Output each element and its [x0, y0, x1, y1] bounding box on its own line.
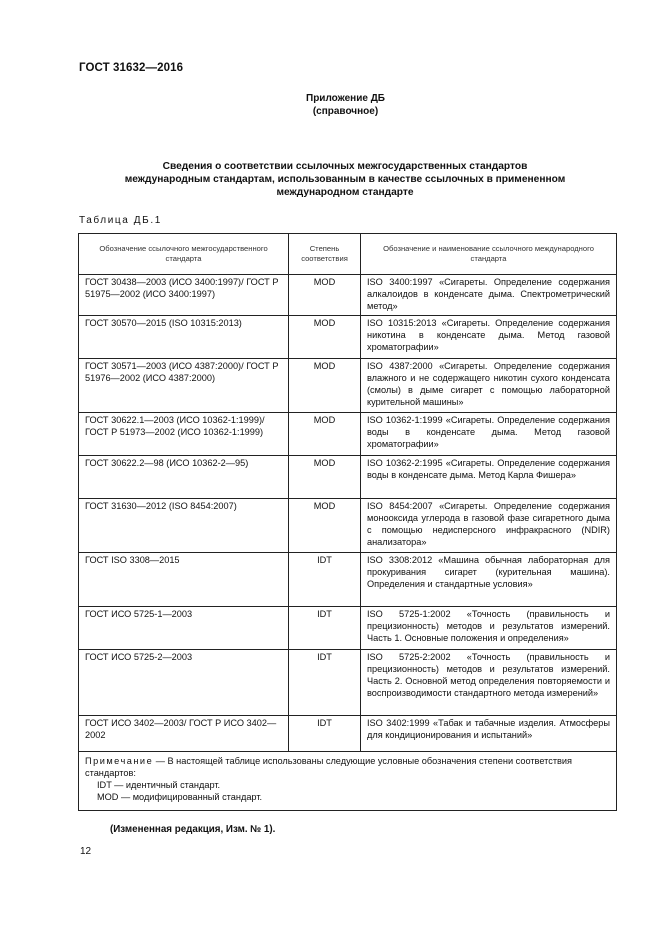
column-header-ref: Обозначение ссылочного межгосударственного стандарта [79, 234, 289, 275]
table-row [79, 359, 617, 413]
title-line: международным стандартам, использованным в качестве ссылочных в примененном [124, 174, 566, 185]
intl-cell: ISO 3400:1997 «Сигареты. Определение содержания алкалоидов в конденсате дыма. Спектрометрический метод» [361, 275, 617, 316]
ref-cell: ГОСТ 30571—2003 (ИСО 4387:2000)/ ГОСТ Р 51976—2002 (ИСО 4387:2000) [79, 359, 289, 413]
table-row [79, 316, 617, 359]
intl-cell: ISO 10315:2013 «Сигареты. Определение содержания никотина в конденсате дыма. Метод газовой хроматографии» [361, 316, 617, 359]
degree-cell: IDT [289, 553, 361, 607]
note-label: Примечание [85, 756, 154, 767]
table-row [79, 499, 617, 553]
degree-cell: MOD [289, 316, 361, 359]
table-row [79, 607, 617, 650]
ref-cell: ГОСТ ISO 3308—2015 [79, 553, 289, 607]
table-row [79, 456, 617, 499]
intl-cell: ISO 8454:2007 «Сигареты. Определение содержания монооксида углерода в газовой фазе сигаретного дыма с помощью недисперсного инфракрасного (NDIR) анализатора» [361, 499, 617, 553]
intl-cell: ISO 5725-1:2002 «Точность (правильность и прецизионность) методов и результатов измерений. Часть 1. Основные положения и определения» [361, 607, 617, 650]
intl-cell: ISO 10362-1:1999 «Сигареты. Определение содержания воды в конденсате дыма. Метод газовой хроматографии» [361, 413, 617, 456]
degree-cell: MOD [289, 413, 361, 456]
title-line: Сведения о соответствии ссылочных межгосударственных стандартов [162, 161, 528, 172]
section-title [110, 160, 580, 199]
page-number: 12 [80, 846, 92, 857]
degree-cell: MOD [289, 275, 361, 316]
table-header-row [79, 234, 617, 275]
intl-cell: ISO 4387:2000 «Сигареты. Определение содержания влажного и не содержащего никотин сухого конденсата (смолы) в дыме сигарет с помощью лабораторной курительной машины» [361, 359, 617, 413]
edit-note: (Измененная редакция, Изм. № 1). [110, 824, 276, 835]
degree-cell: IDT [289, 650, 361, 716]
table-row [79, 716, 617, 752]
degree-cell: MOD [289, 499, 361, 553]
table-row [79, 650, 617, 716]
note-text: — В настоящей таблице использованы следующие условные обозначения степени соответствия стандартов: [85, 756, 573, 779]
ref-cell: ГОСТ ИСО 5725-1—2003 [79, 607, 289, 650]
ref-cell: ГОСТ ИСО 5725-2—2003 [79, 650, 289, 716]
appendix-subtitle: (справочное) [312, 106, 379, 117]
appendix-title: Приложение ДБ [306, 93, 385, 104]
note-item-idt: IDT — идентичный стандарт. [97, 779, 221, 790]
column-header-degree: Степень соответствия [289, 234, 361, 275]
table-note [79, 752, 617, 810]
intl-cell: ISO 10362-2:1995 «Сигареты. Определение содержания воды в конденсате дыма. Метод Карла Фишера» [361, 456, 617, 499]
degree-cell: MOD [289, 456, 361, 499]
ref-cell: ГОСТ 30570—2015 (ISO 10315:2013) [79, 316, 289, 359]
intl-cell: ISO 3308:2012 «Машина обычная лабораторная для прокуривания сигарет (курительная машина). Определения и стандартные условия» [361, 553, 617, 607]
table-caption: Таблица ДБ.1 [79, 215, 162, 226]
degree-cell: MOD [289, 359, 361, 413]
degree-cell: IDT [289, 716, 361, 752]
ref-cell: ГОСТ 30622.2—98 (ИСО 10362-2—95) [79, 456, 289, 499]
table-row [79, 413, 617, 456]
intl-cell: ISO 5725-2:2002 «Точность (правильность и прецизионность) методов и результатов измерений. Часть 2. Основной метод определения повторяемости и воспроизводимости стандартного метода измерений» [361, 650, 617, 716]
title-line: международном стандарте [276, 187, 414, 198]
table-note-row [79, 752, 617, 810]
ref-cell: ГОСТ 31630—2012 (ISO 8454:2007) [79, 499, 289, 553]
intl-cell: ISO 3402:1999 «Табак и табачные изделия. Атмосферы для кондиционирования и испытаний» [361, 716, 617, 752]
ref-cell: ГОСТ ИСО 3402—2003/ ГОСТ Р ИСО 3402—2002 [79, 716, 289, 752]
ref-cell: ГОСТ 30622.1—2003 (ИСО 10362-1:1999)/ ГОСТ Р 51973—2002 (ИСО 10362-1:1999) [79, 413, 289, 456]
document-header: ГОСТ 31632—2016 [79, 62, 184, 74]
column-header-intl: Обозначение и наименование ссылочного международного стандарта [361, 234, 617, 275]
degree-cell: IDT [289, 607, 361, 650]
table-row [79, 553, 617, 607]
table-row [79, 275, 617, 316]
ref-cell: ГОСТ 30438—2003 (ИСО 3400:1997)/ ГОСТ Р 51975—2002 (ИСО 3400:1997) [79, 275, 289, 316]
standards-table [78, 233, 617, 811]
note-item-mod: MOD — модифицированный стандарт. [97, 791, 263, 802]
